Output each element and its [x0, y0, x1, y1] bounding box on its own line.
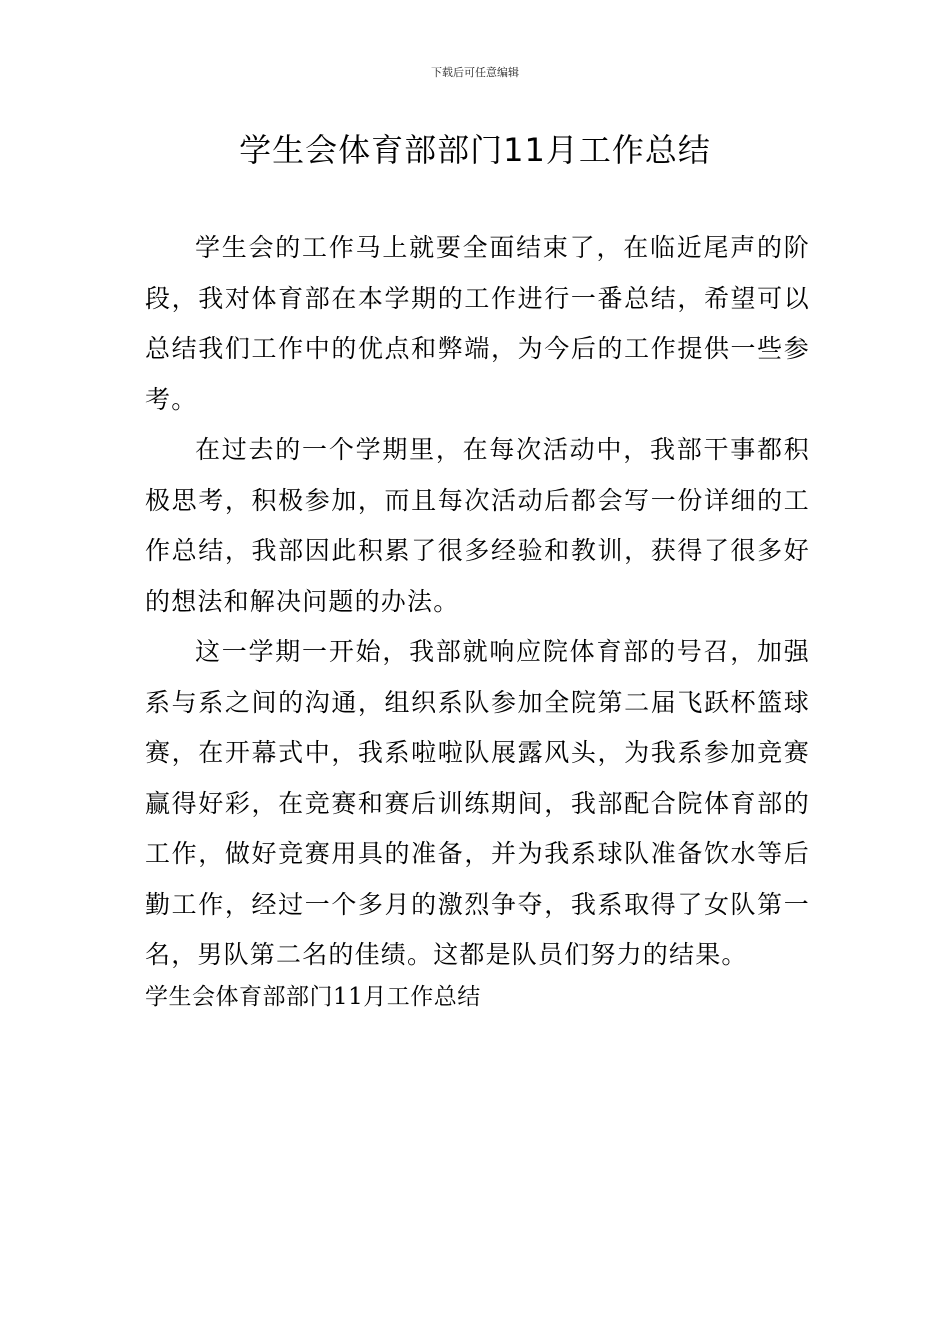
document-body: [145, 223, 810, 981]
paragraph-2: 在过去的一个学期里，在每次活动中，我部干事都积极思考，积极参加，而且每次活动后都会写一份详细的工作总结，我部因此积累了很多经验和教训，获得了很多好的想法和解决问题的办法。: [145, 435, 810, 616]
paragraph-1: 学生会的工作马上就要全面结束了，在临近尾声的阶段，我对体育部在本学期的工作进行一番总结，希望可以总结我们工作中的优点和弊端，为今后的工作提供一些参考。: [145, 233, 810, 414]
header-note: 下载后可任意编辑: [431, 66, 519, 79]
document-title: 学生会体育部部门11月工作总结: [239, 131, 711, 169]
paragraph-3: 这一学期一开始，我部就响应院体育部的号召，加强系与系之间的沟通，组织系队参加全院第二届飞跃杯篮球赛，在开幕式中，我系啦啦队展露风头，为我系参加竞赛赢得好彩，在竞赛和赛后训练期间，我部配合院体育部的工作，做好竞赛用具的准备，并为我系球队准备饮水等后勤工作，经过一个多月的激烈争夺，我系取得了女队第一名，男队第二名的佳绩。这都是队员们努力的结果。: [145, 637, 810, 969]
footer-title: 学生会体育部部门11月工作总结: [145, 984, 481, 1010]
